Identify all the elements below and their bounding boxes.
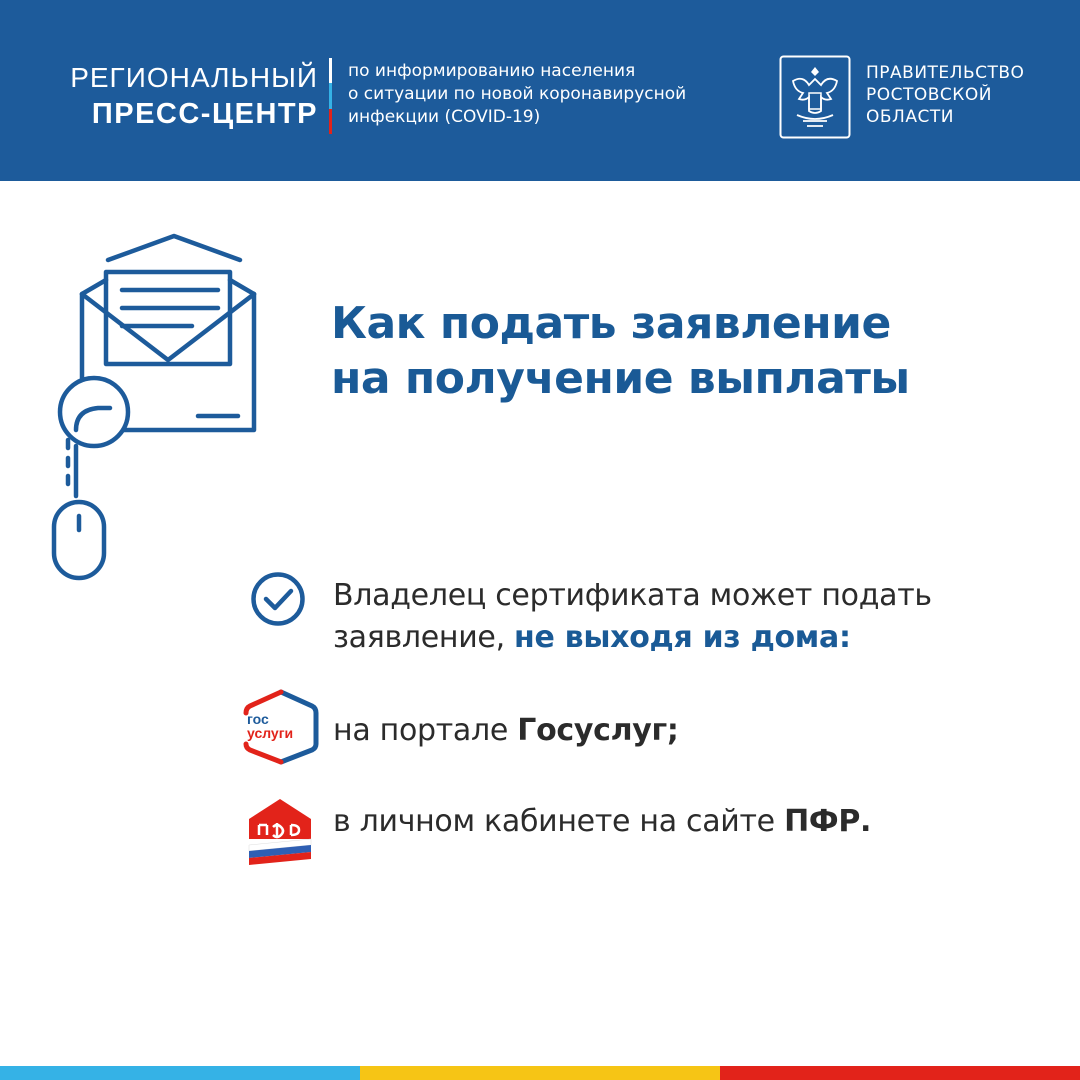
coat-of-arms-emblem — [779, 55, 851, 139]
check-circle-icon — [250, 571, 306, 627]
press-center-line1: РЕГИОНАЛЬНЫЙ — [70, 62, 318, 93]
government-line1: ПРАВИТЕЛЬСТВО — [866, 63, 1025, 83]
gosuslugi-logo-bottom: услуги — [247, 725, 294, 741]
title-line1: Как подать заявление — [331, 298, 891, 349]
envelope-mouse-icon — [48, 230, 263, 590]
option-gosuslugi — [333, 710, 679, 752]
pfr-logo — [241, 795, 319, 867]
option-gosuslugi-plain: на портале — [333, 713, 518, 748]
header-banner — [0, 0, 1080, 181]
option-gosuslugi-bold: Госуслуг; — [517, 713, 679, 748]
bottom-color-strip — [0, 1066, 1080, 1080]
government-name — [866, 62, 1024, 128]
statement-text — [333, 575, 932, 659]
press-center-subtitle — [348, 60, 686, 129]
option-pfr — [333, 801, 871, 843]
subtitle-line3: инфекции (COVID-19) — [348, 107, 541, 127]
strip-blue — [0, 1066, 360, 1080]
option-pfr-bold: ПФР. — [784, 804, 872, 839]
option-pfr-plain: в личном кабинете на сайте — [333, 804, 785, 839]
gosuslugi-logo-top: гос — [247, 711, 269, 727]
press-center-title — [70, 60, 318, 132]
strip-red — [720, 1066, 1080, 1080]
gosuslugi-logo — [242, 686, 320, 766]
strip-yellow — [360, 1066, 720, 1080]
government-line2: РОСТОВСКОЙ — [866, 85, 992, 105]
title-line2: на получение выплаты — [331, 353, 910, 404]
tricolor-divider — [329, 58, 332, 134]
statement-highlight: не выходя из дома: — [514, 620, 851, 655]
subtitle-line2: о ситуации по новой коронавирусной — [348, 84, 687, 104]
statement-line1: Владелец сертификата может подать — [333, 578, 932, 613]
statement-line2 — [333, 617, 932, 659]
press-center-line2: ПРЕСС-ЦЕНТР — [91, 98, 318, 130]
subtitle-line1: по информированию населения — [348, 61, 636, 81]
page-title — [331, 296, 910, 406]
government-line3: ОБЛАСТИ — [866, 107, 954, 127]
statement-plain: заявление, — [333, 620, 515, 655]
